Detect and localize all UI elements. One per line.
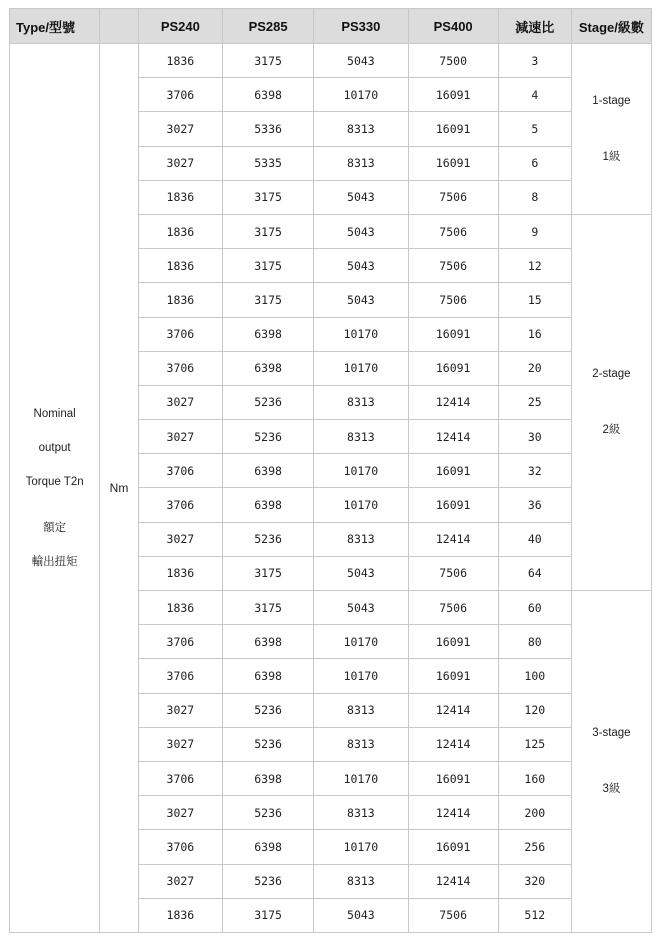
torque-value-cell: 5043 [314, 556, 408, 590]
torque-value-cell: 10170 [314, 488, 408, 522]
torque-value-cell: 5236 [222, 522, 313, 556]
torque-value-cell: 8313 [314, 420, 408, 454]
torque-value-cell: 1836 [138, 214, 222, 248]
torque-value-cell: 3027 [138, 420, 222, 454]
torque-value-cell: 3706 [138, 659, 222, 693]
torque-value-cell: 10170 [314, 317, 408, 351]
ratio-cell: 6 [498, 146, 571, 180]
torque-value-cell: 5043 [314, 180, 408, 214]
torque-value-cell: 3027 [138, 727, 222, 761]
torque-value-cell: 1836 [138, 556, 222, 590]
torque-value-cell: 8313 [314, 522, 408, 556]
ratio-cell: 100 [498, 659, 571, 693]
table-row [10, 44, 652, 78]
torque-value-cell: 8313 [314, 693, 408, 727]
ratio-header: 減速比 [498, 9, 571, 44]
ratio-cell: 320 [498, 864, 571, 898]
torque-value-cell: 1836 [138, 180, 222, 214]
torque-value-cell: 3175 [222, 249, 313, 283]
row-label-spacer [10, 499, 99, 511]
torque-value-cell: 10170 [314, 659, 408, 693]
ratio-cell: 16 [498, 317, 571, 351]
torque-value-cell: 5236 [222, 796, 313, 830]
stage-cell [571, 591, 651, 933]
ratio-cell: 15 [498, 283, 571, 317]
torque-value-cell: 10170 [314, 830, 408, 864]
model-header-ps240: PS240 [138, 9, 222, 44]
ratio-cell: 64 [498, 556, 571, 590]
unit-cell: Nm [100, 44, 139, 933]
torque-value-cell: 6398 [222, 351, 313, 385]
torque-value-cell: 16091 [408, 761, 498, 795]
torque-value-cell: 5043 [314, 591, 408, 625]
torque-value-cell: 3706 [138, 761, 222, 795]
torque-value-cell: 7506 [408, 898, 498, 932]
torque-value-cell: 5236 [222, 385, 313, 419]
torque-value-cell: 7500 [408, 44, 498, 78]
torque-value-cell: 7506 [408, 214, 498, 248]
torque-value-cell: 3027 [138, 796, 222, 830]
torque-value-cell: 12414 [408, 385, 498, 419]
ratio-cell: 125 [498, 727, 571, 761]
ratio-cell: 32 [498, 454, 571, 488]
row-label-en-1: Nominal [33, 407, 76, 420]
torque-value-cell: 6398 [222, 488, 313, 522]
torque-value-cell: 5043 [314, 44, 408, 78]
ratio-cell: 256 [498, 830, 571, 864]
torque-value-cell: 3175 [222, 591, 313, 625]
row-label [10, 44, 100, 933]
ratio-cell: 20 [498, 351, 571, 385]
torque-value-cell: 3027 [138, 522, 222, 556]
torque-value-cell: 10170 [314, 761, 408, 795]
model-header-ps285: PS285 [222, 9, 313, 44]
stage-label-zh: 1級 [602, 150, 621, 163]
torque-value-cell: 5236 [222, 727, 313, 761]
torque-value-cell: 8313 [314, 727, 408, 761]
torque-value-cell: 7506 [408, 283, 498, 317]
torque-value-cell: 16091 [408, 830, 498, 864]
row-label-zh-2: 輸出扭矩 [31, 555, 78, 568]
ratio-cell: 512 [498, 898, 571, 932]
torque-value-cell: 6398 [222, 78, 313, 112]
torque-value-cell: 12414 [408, 522, 498, 556]
torque-value-cell: 10170 [314, 625, 408, 659]
torque-value-cell: 16091 [408, 351, 498, 385]
ratio-cell: 40 [498, 522, 571, 556]
torque-value-cell: 5335 [222, 146, 313, 180]
torque-value-cell: 6398 [222, 659, 313, 693]
torque-value-cell: 5236 [222, 864, 313, 898]
torque-value-cell: 3175 [222, 556, 313, 590]
ratio-cell: 8 [498, 180, 571, 214]
ratio-cell: 3 [498, 44, 571, 78]
torque-value-cell: 5336 [222, 112, 313, 146]
ratio-cell: 30 [498, 420, 571, 454]
torque-value-cell: 8313 [314, 796, 408, 830]
torque-value-cell: 6398 [222, 317, 313, 351]
torque-value-cell: 5043 [314, 898, 408, 932]
torque-value-cell: 3706 [138, 454, 222, 488]
row-label-en-3: Torque T2n [25, 475, 84, 488]
torque-value-cell: 16091 [408, 488, 498, 522]
torque-value-cell: 3706 [138, 625, 222, 659]
torque-value-cell: 5236 [222, 693, 313, 727]
torque-value-cell: 12414 [408, 693, 498, 727]
torque-value-cell: 3175 [222, 898, 313, 932]
torque-value-cell: 12414 [408, 864, 498, 898]
ratio-cell: 80 [498, 625, 571, 659]
torque-value-cell: 1836 [138, 898, 222, 932]
torque-value-cell: 3027 [138, 864, 222, 898]
torque-value-cell: 16091 [408, 317, 498, 351]
torque-value-cell: 16091 [408, 112, 498, 146]
torque-value-cell: 3027 [138, 385, 222, 419]
stage-label-en: 3-stage [592, 727, 631, 740]
model-header-ps400: PS400 [408, 9, 498, 44]
ratio-cell: 4 [498, 78, 571, 112]
torque-value-cell: 8313 [314, 864, 408, 898]
torque-value-cell: 8313 [314, 112, 408, 146]
torque-table [9, 8, 652, 933]
torque-value-cell: 5236 [222, 420, 313, 454]
torque-value-cell: 6398 [222, 830, 313, 864]
torque-value-cell: 3027 [138, 112, 222, 146]
ratio-cell: 12 [498, 249, 571, 283]
torque-value-cell: 3175 [222, 214, 313, 248]
torque-value-cell: 3027 [138, 146, 222, 180]
torque-value-cell: 12414 [408, 420, 498, 454]
stage-cell [571, 214, 651, 590]
torque-value-cell: 16091 [408, 659, 498, 693]
torque-value-cell: 1836 [138, 283, 222, 317]
torque-value-cell: 7506 [408, 591, 498, 625]
torque-value-cell: 3706 [138, 317, 222, 351]
ratio-cell: 36 [498, 488, 571, 522]
torque-value-cell: 10170 [314, 454, 408, 488]
torque-value-cell: 8313 [314, 385, 408, 419]
torque-value-cell: 5043 [314, 249, 408, 283]
torque-value-cell: 3027 [138, 693, 222, 727]
torque-value-cell: 16091 [408, 625, 498, 659]
table-header [10, 9, 652, 44]
table-body [10, 44, 652, 933]
ratio-cell: 60 [498, 591, 571, 625]
header-row [10, 9, 652, 44]
torque-value-cell: 3175 [222, 180, 313, 214]
torque-value-cell: 10170 [314, 78, 408, 112]
stage-label-en: 1-stage [592, 94, 631, 107]
torque-value-cell: 1836 [138, 591, 222, 625]
torque-value-cell: 5043 [314, 283, 408, 317]
torque-value-cell: 3706 [138, 488, 222, 522]
torque-value-cell: 7506 [408, 180, 498, 214]
row-label-zh-1: 額定 [43, 521, 67, 534]
torque-value-cell: 16091 [408, 78, 498, 112]
torque-value-cell: 3175 [222, 283, 313, 317]
ratio-cell: 200 [498, 796, 571, 830]
torque-value-cell: 1836 [138, 44, 222, 78]
torque-value-cell: 16091 [408, 146, 498, 180]
torque-value-cell: 10170 [314, 351, 408, 385]
ratio-cell: 160 [498, 761, 571, 795]
blank-header [100, 9, 139, 44]
torque-value-cell: 6398 [222, 454, 313, 488]
torque-value-cell: 7506 [408, 556, 498, 590]
ratio-cell: 25 [498, 385, 571, 419]
torque-value-cell: 16091 [408, 454, 498, 488]
torque-value-cell: 3706 [138, 830, 222, 864]
torque-value-cell: 12414 [408, 796, 498, 830]
torque-value-cell: 8313 [314, 146, 408, 180]
stage-header: Stage/級數 [571, 9, 651, 44]
stage-label-zh: 2級 [602, 424, 621, 437]
ratio-cell: 9 [498, 214, 571, 248]
stage-cell [571, 44, 651, 215]
model-header-ps330: PS330 [314, 9, 408, 44]
type-header: Type/型號 [10, 9, 100, 44]
torque-value-cell: 3706 [138, 351, 222, 385]
torque-value-cell: 7506 [408, 249, 498, 283]
torque-value-cell: 3706 [138, 78, 222, 112]
ratio-cell: 5 [498, 112, 571, 146]
torque-value-cell: 3175 [222, 44, 313, 78]
ratio-cell: 120 [498, 693, 571, 727]
stage-label-en: 2-stage [592, 368, 631, 381]
torque-value-cell: 5043 [314, 214, 408, 248]
stage-label-zh: 3級 [602, 783, 621, 796]
row-label-en-2: output [38, 441, 71, 454]
torque-value-cell: 6398 [222, 625, 313, 659]
torque-value-cell: 6398 [222, 761, 313, 795]
torque-value-cell: 1836 [138, 249, 222, 283]
torque-value-cell: 12414 [408, 727, 498, 761]
